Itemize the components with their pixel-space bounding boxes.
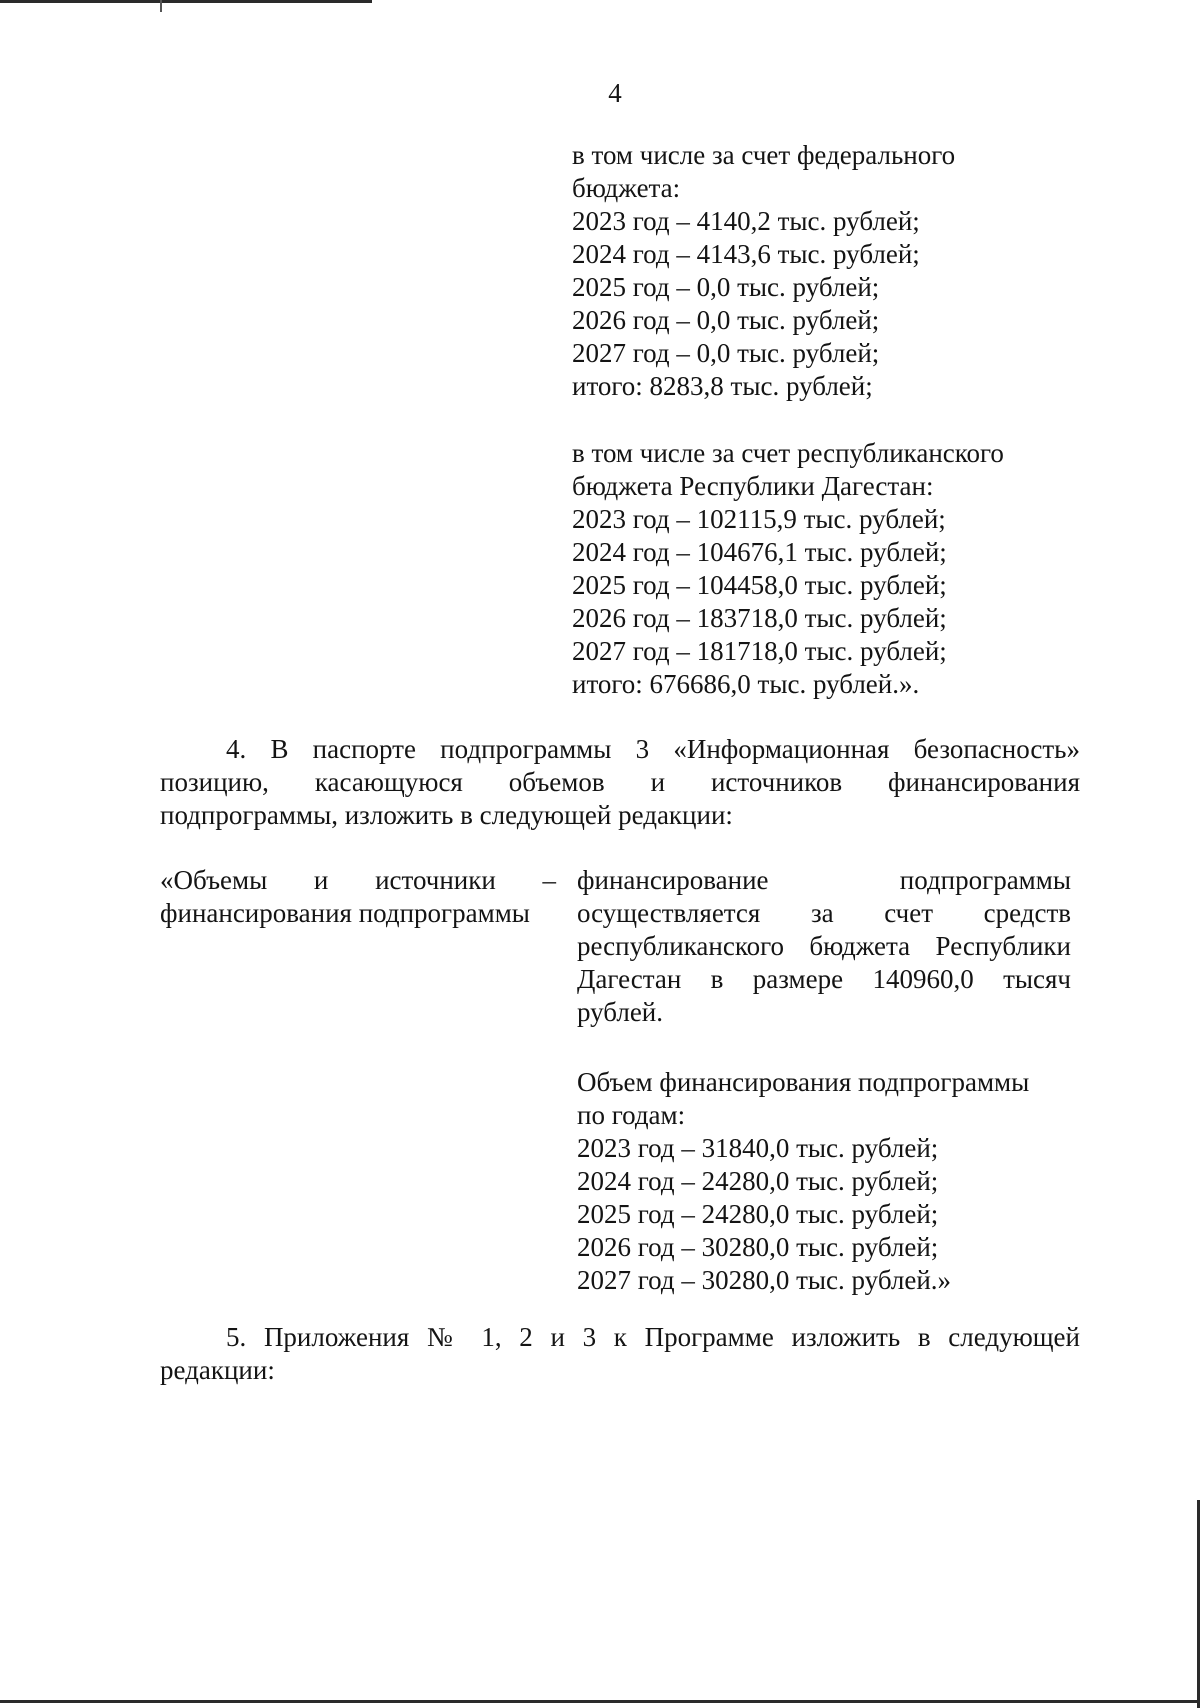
republic-total-line: итого: 676686,0 тыс. рублей.». [572,669,920,699]
federal-year-line: 2026 год – 0,0 тыс. рублей; [572,305,880,335]
by-years-line: 2027 год – 30280,0 тыс. рублей.» [577,1265,952,1295]
republic-heading-line1: в том числе за счет республиканского [572,438,1004,468]
funding-value-line2: осуществляется за счет средств [577,898,1071,928]
item-4-line1: 4. В паспорте подпрограммы 3 «Информационная безопасность» [226,734,1080,764]
funding-value-line5: рублей. [577,997,664,1027]
federal-year-line: 2025 год – 0,0 тыс. рублей; [572,272,880,302]
by-years-line: 2026 год – 30280,0 тыс. рублей; [577,1232,939,1262]
by-years-heading-line1: Объем финансирования подпрограммы [577,1067,1030,1097]
federal-heading-line1: в том числе за счет федерального [572,140,956,170]
by-years-line: 2024 год – 24280,0 тыс. рублей; [577,1166,939,1196]
funding-row-label [160,864,556,930]
funding-value-line4: Дагестан в размере 140960,0 тысяч [577,964,1071,994]
federal-year-line: 2027 год – 0,0 тыс. рублей; [572,338,880,368]
scan-edge-top [0,0,372,3]
item-5-paragraph [160,1321,1080,1387]
funding-value-line1: финансирование подпрограммы [577,865,1071,895]
item-4-paragraph [160,733,1080,832]
by-years-line: 2023 год – 31840,0 тыс. рублей; [577,1133,939,1163]
republic-year-line: 2027 год – 181718,0 тыс. рублей; [572,636,947,666]
funding-row-value [577,864,1071,1029]
republic-heading-line2: бюджета Республики Дагестан: [572,471,934,501]
by-years-line: 2025 год – 24280,0 тыс. рублей; [577,1199,939,1229]
federal-year-line: 2023 год – 4140,2 тыс. рублей; [572,206,920,236]
funding-value-line3: республиканского бюджета Республики [577,931,1071,961]
item-4-line2: позицию, касающуюся объемов и источников финансирования [160,767,1080,797]
funding-by-years-block [577,1066,1077,1297]
republic-year-line: 2024 год – 104676,1 тыс. рублей; [572,537,947,567]
item-4-line3: подпрограммы, изложить в следующей редакции: [160,800,733,830]
by-years-heading-line2: по годам: [577,1100,686,1130]
item-5-line2: редакции: [160,1355,275,1385]
page-number: 4 [608,78,622,108]
federal-total-line: итого: 8283,8 тыс. рублей; [572,371,873,401]
republic-year-line: 2026 год – 183718,0 тыс. рублей; [572,603,947,633]
republic-year-line: 2023 год – 102115,9 тыс. рублей; [572,504,946,534]
item-5-line1: 5. Приложения № 1, 2 и 3 к Программе изложить в следующей [226,1322,1080,1352]
federal-budget-block [572,139,1072,403]
republic-budget-block [572,437,1072,701]
funding-label-line1: «Объемы и источники – [160,865,556,895]
federal-heading-line2: бюджета: [572,173,681,203]
federal-year-line: 2024 год – 4143,6 тыс. рублей; [572,239,920,269]
scan-edge-bottom [0,1700,1200,1703]
funding-label-line2: финансирования подпрограммы [160,898,530,928]
republic-year-line: 2025 год – 104458,0 тыс. рублей; [572,570,947,600]
scan-edge-tick [160,0,162,12]
